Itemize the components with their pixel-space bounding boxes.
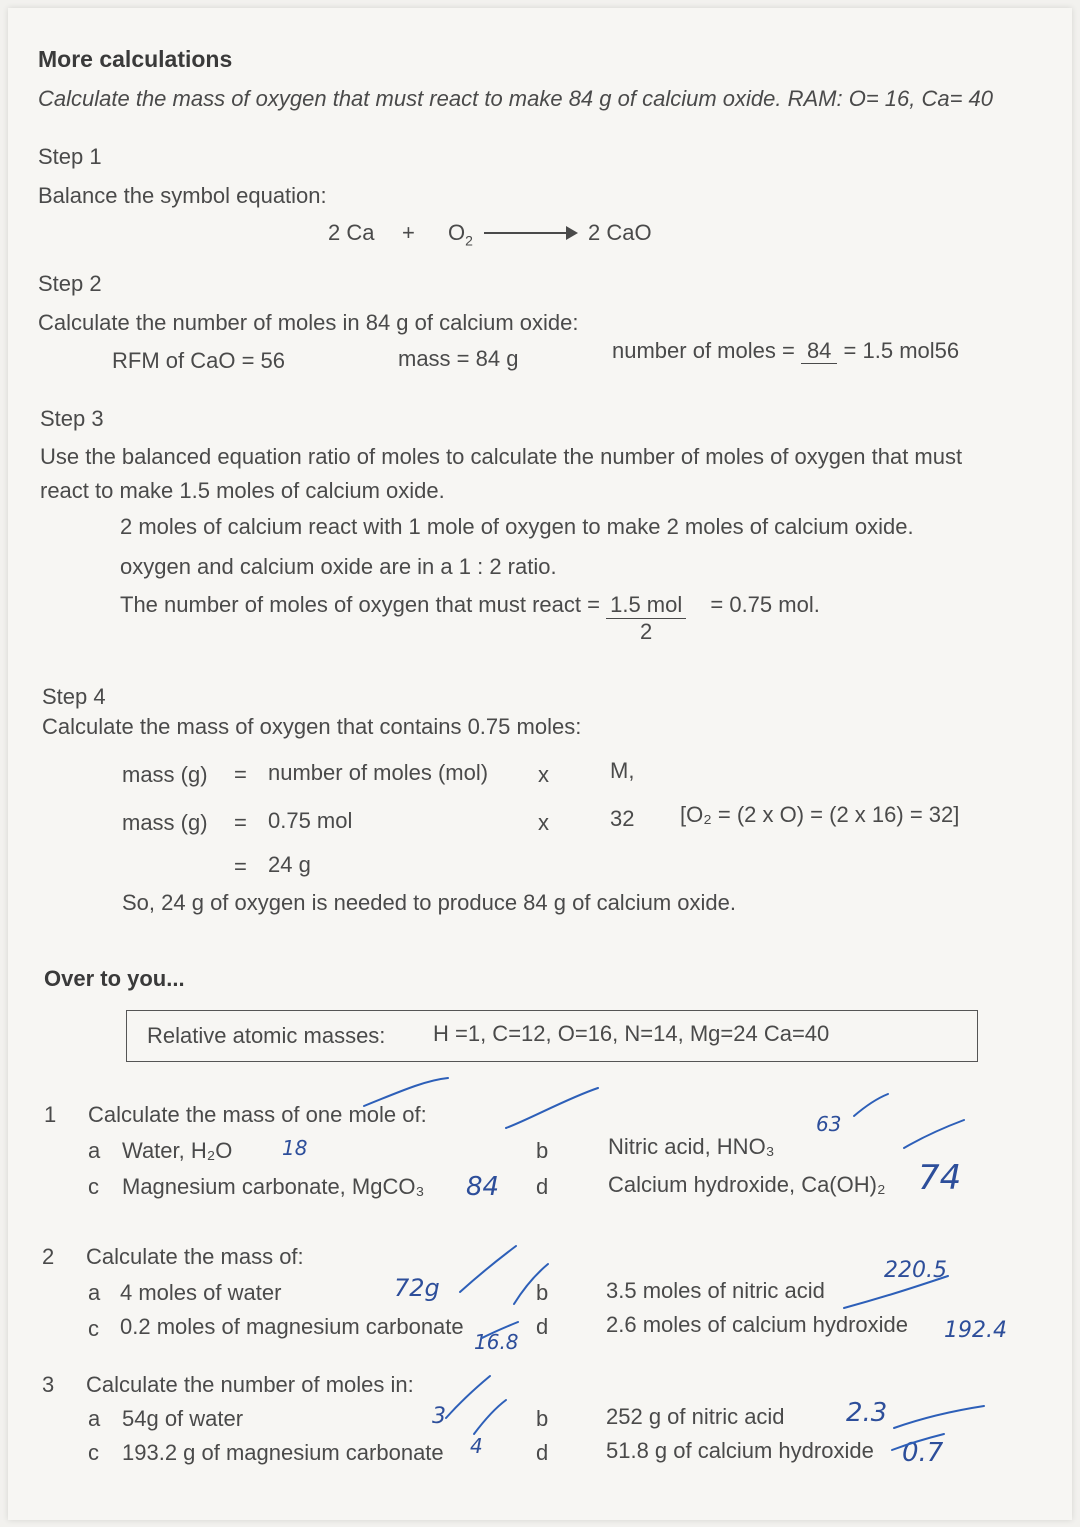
tick-icon xyxy=(854,1094,888,1116)
fraction-denominator: 2 xyxy=(640,619,653,644)
equation-plus: + xyxy=(402,220,415,245)
tick-icon xyxy=(506,1088,598,1128)
q1b-answer: 63 xyxy=(816,1112,842,1136)
q3b-answer: 2.3 xyxy=(846,1398,888,1428)
step3-ratio-line2: oxygen and calcium oxide are in a 1 : 2 ratio. xyxy=(120,554,557,579)
q2c-text: 0.2 moles of magnesium carbonate xyxy=(120,1314,464,1339)
tick-icon xyxy=(446,1376,490,1418)
q3a-letter: a xyxy=(88,1406,101,1431)
q3b-text: 252 g of nitric acid xyxy=(606,1404,785,1429)
formula-moles: number of moles (mol) xyxy=(268,760,489,785)
step3-text-line2: react to make 1.5 moles of calcium oxide. xyxy=(40,478,445,503)
tick-icon xyxy=(474,1400,506,1434)
q1d-answer: 74 xyxy=(918,1158,962,1198)
oxygen-subscript: 2 xyxy=(465,232,473,249)
q1c-text: Magnesium carbonate, MgCO₃ xyxy=(122,1174,425,1199)
tick-icon xyxy=(904,1120,964,1148)
formula-mr: M, xyxy=(610,758,635,783)
calc-mr: 32 xyxy=(610,806,635,831)
q2-stem: Calculate the mass of: xyxy=(86,1244,304,1269)
tick-icon xyxy=(844,1276,948,1308)
tick-icon xyxy=(364,1078,448,1106)
q2b-text: 3.5 moles of nitric acid xyxy=(606,1278,825,1303)
oxygen-moles-result: = 0.75 mol. xyxy=(710,592,820,617)
tick-icon xyxy=(460,1246,516,1292)
q3d-text: 51.8 g of calcium hydroxide xyxy=(606,1438,874,1463)
q1a-letter: a xyxy=(88,1138,101,1163)
q2b-answer: 220.5 xyxy=(884,1258,947,1283)
step3-text-line1: Use the balanced equation ratio of moles to calculate the number of moles of oxygen that must xyxy=(40,444,963,469)
q3a-answer: 3 xyxy=(432,1404,446,1429)
q3-stem: Calculate the number of moles in: xyxy=(86,1372,414,1397)
q1b-text: Nitric acid, HNO₃ xyxy=(608,1134,775,1159)
step1-text: Balance the symbol equation: xyxy=(38,183,327,208)
q2b-letter: b xyxy=(536,1280,549,1305)
worksheet-page xyxy=(8,8,1072,1520)
q2d-letter: d xyxy=(536,1314,549,1339)
moles-result: = 1.5 mol56 xyxy=(843,338,960,363)
q2d-text: 2.6 moles of calcium hydroxide xyxy=(606,1312,909,1337)
rfm-value: RFM of CaO = 56 xyxy=(112,348,286,373)
q3b-letter: b xyxy=(536,1406,549,1431)
q1d-text: Calcium hydroxide, Ca(OH)₂ xyxy=(608,1172,886,1197)
result-mass: 24 g xyxy=(268,852,311,877)
q3a-text: 54g of water xyxy=(122,1406,244,1431)
over-to-you-heading: Over to you... xyxy=(44,966,185,991)
calc-moles: 0.75 mol xyxy=(268,808,353,833)
calc-mass-label: mass (g) xyxy=(122,810,208,835)
q3c-letter: c xyxy=(88,1440,99,1465)
tick-icon xyxy=(892,1434,944,1450)
formula-times: x xyxy=(538,762,549,787)
result-equals: = xyxy=(234,854,247,879)
fraction-numerator: 1.5 mol xyxy=(606,592,686,619)
q1a-text: Water, H₂O xyxy=(122,1138,233,1163)
mass-value: mass = 84 g xyxy=(398,346,519,371)
q3c-answer: 4 xyxy=(470,1434,483,1458)
q3d-answer: 0.7 xyxy=(902,1438,944,1468)
q1b-letter: b xyxy=(536,1138,549,1163)
equation-calcium: 2 Ca xyxy=(328,220,375,245)
step3-ratio-line1: 2 moles of calcium react with 1 mole of oxygen to make 2 moles of calcium oxide. xyxy=(120,514,914,539)
q2a-text: 4 moles of water xyxy=(120,1280,282,1305)
tick-icon xyxy=(482,1322,518,1338)
q3d-letter: d xyxy=(536,1440,549,1465)
q1c-letter: c xyxy=(88,1174,99,1199)
calc-equals: = xyxy=(234,810,247,835)
step3-heading: Step 3 xyxy=(40,406,104,431)
step2-text: Calculate the number of moles in 84 g of calcium oxide: xyxy=(38,310,579,335)
ram-label: Relative atomic masses: xyxy=(147,1023,386,1048)
q1d-letter: d xyxy=(536,1174,549,1199)
step4-conclusion: So, 24 g of oxygen is needed to produce 84 g of calcium oxide. xyxy=(122,890,736,915)
q2a-letter: a xyxy=(88,1280,101,1305)
calc-times: x xyxy=(538,810,549,835)
q3c-text: 193.2 g of magnesium carbonate xyxy=(122,1440,444,1465)
tick-icon xyxy=(514,1264,548,1304)
formula-mass-label: mass (g) xyxy=(122,762,208,787)
calc-mr-note: [O₂ = (2 x O) = (2 x 16) = 32] xyxy=(680,802,960,827)
q1-number: 1 xyxy=(44,1102,57,1127)
oxygen-moles-label: The number of moles of oxygen that must react = xyxy=(120,592,600,617)
handwritten-ticks xyxy=(8,8,1072,1520)
step1-heading: Step 1 xyxy=(38,144,102,169)
main-question: Calculate the mass of oxygen that must react to make 84 g of calcium oxide. RAM: O= 16, Ca= 40 xyxy=(38,86,994,111)
equation-product: 2 CaO xyxy=(588,220,652,245)
moles-numerator: 84 xyxy=(801,338,837,364)
tick-icon xyxy=(894,1406,984,1428)
q2a-answer: 72g xyxy=(394,1274,440,1302)
q1a-answer: 18 xyxy=(282,1136,308,1160)
step2-heading: Step 2 xyxy=(38,271,102,296)
q3-number: 3 xyxy=(42,1372,55,1397)
q1-stem: Calculate the mass of one mole of: xyxy=(88,1102,427,1127)
moles-label: number of moles = xyxy=(612,338,795,363)
oxygen-symbol: O xyxy=(448,220,466,245)
q2-number: 2 xyxy=(42,1244,55,1269)
step4-text: Calculate the mass of oxygen that contains 0.75 moles: xyxy=(42,714,582,739)
q2c-letter: c xyxy=(88,1316,99,1341)
q2c-answer: 16.8 xyxy=(474,1330,519,1354)
q2d-answer: 192.4 xyxy=(944,1318,1007,1343)
formula-equals: = xyxy=(234,762,247,787)
q1c-answer: 84 xyxy=(466,1172,500,1202)
page-title: More calculations xyxy=(38,46,233,72)
ram-values: H =1, C=12, O=16, N=14, Mg=24 Ca=40 xyxy=(433,1021,830,1046)
step4-heading: Step 4 xyxy=(42,684,106,709)
